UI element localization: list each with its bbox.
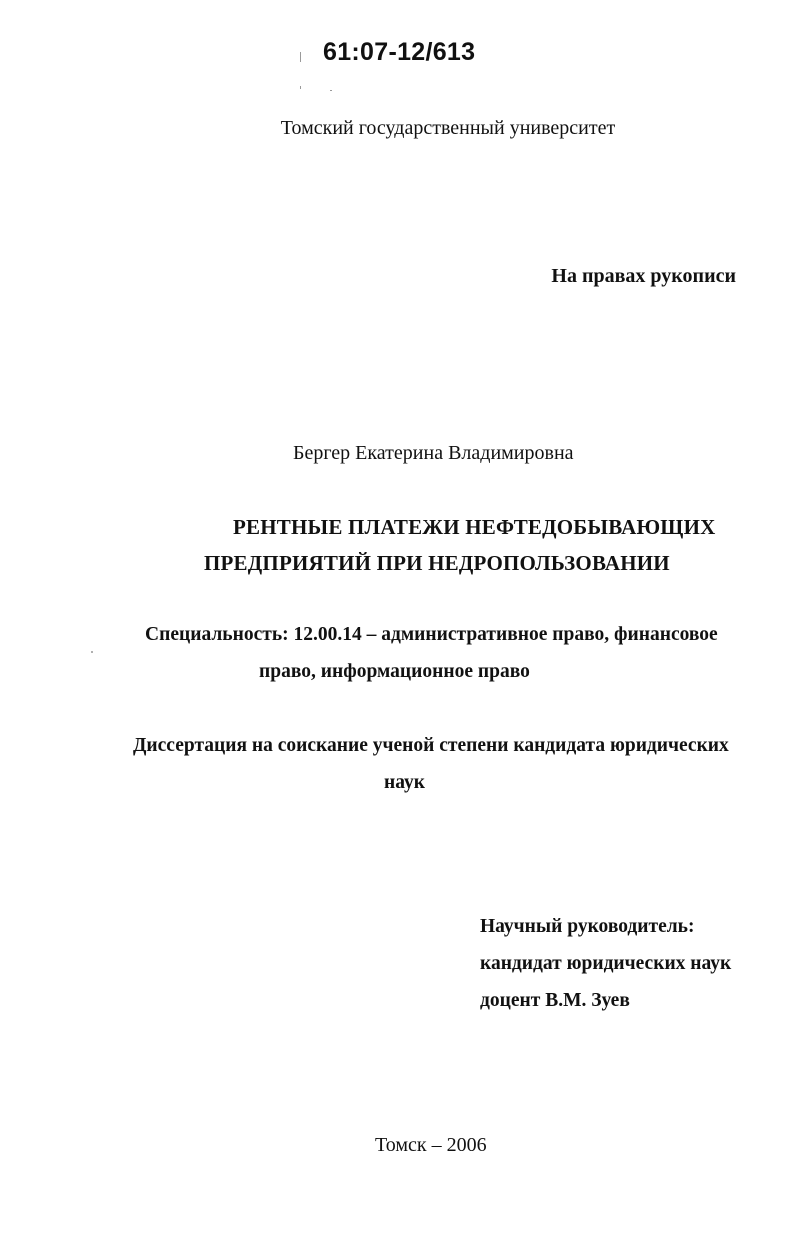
thesis-title-line-2: ПРЕДПРИЯТИЙ ПРИ НЕДРОПОЛЬЗОВАНИИ — [204, 551, 670, 575]
scan-specks — [298, 46, 338, 96]
specialty-line-2: право, информационное право — [259, 661, 530, 682]
author-name: Бергер Екатерина Владимировна — [293, 442, 574, 464]
place-and-year: Томск – 2006 — [375, 1134, 487, 1156]
specialty-line-1: Специальность: 12.00.14 – административное право, финансовое — [145, 624, 718, 645]
advisor-degree: кандидат юридических наук — [480, 953, 732, 974]
advisor-heading: Научный руководитель: — [480, 916, 695, 937]
dissertation-line-1: Диссертация на соискание ученой степени кандидата юридических — [133, 735, 729, 756]
dissertation-line-2: наук — [384, 772, 425, 793]
library-stamp-code: 61:07-12/613 — [323, 38, 476, 66]
university-name: Томский государственный университет — [280, 117, 616, 139]
thesis-title-line-1: РЕНТНЫЕ ПЛАТЕЖИ НЕФТЕДОБЫВАЮЩИХ — [233, 515, 716, 539]
advisor-name: доцент В.М. Зуев — [480, 990, 630, 1011]
manuscript-rights-note: На правах рукописи — [551, 265, 736, 287]
scan-speck — [91, 651, 93, 653]
